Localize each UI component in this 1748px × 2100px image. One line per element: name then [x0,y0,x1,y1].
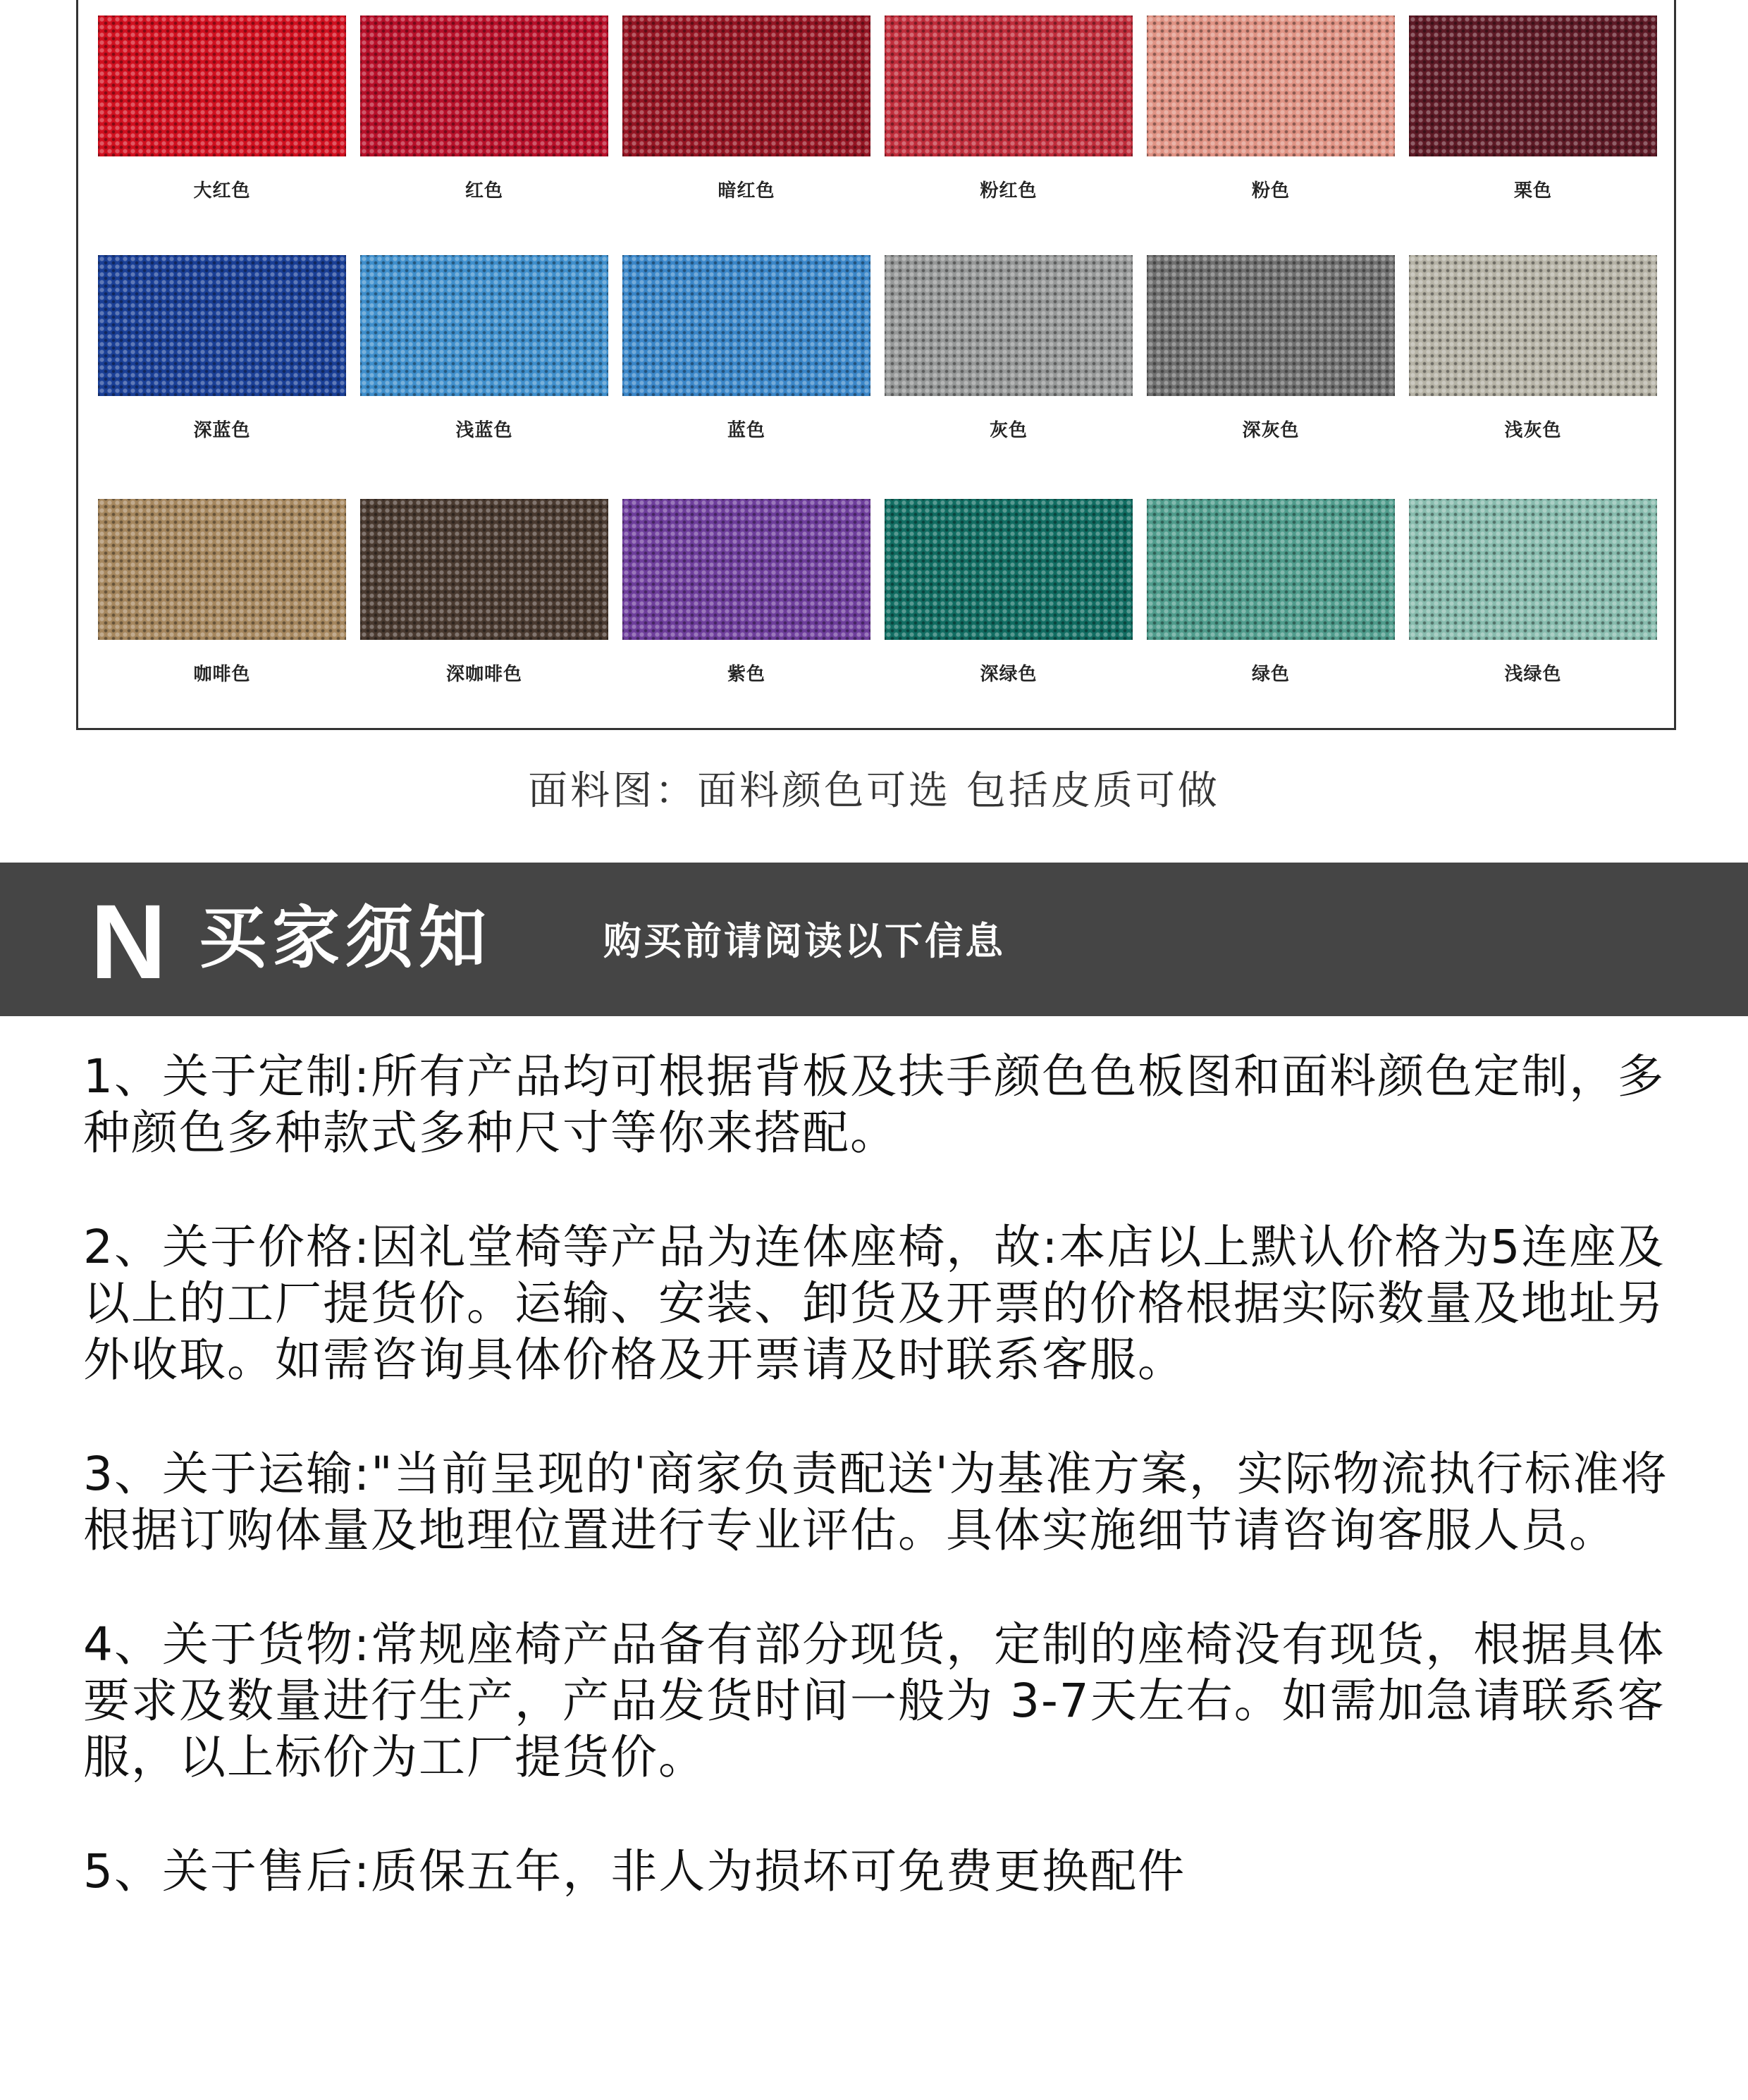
fabric-swatch [1147,499,1395,640]
swatch-label: 咖啡色 [193,664,251,685]
fabric-swatch [98,255,346,396]
swatch-item [622,255,870,442]
fabric-swatch-panel [76,0,1676,730]
swatch-item [885,16,1133,202]
swatch-item [885,255,1133,442]
note-stock: 4、关于货物:常规座椅产品备有部分现货，定制的座椅没有现货，根据具体要求及数量进行生产，产品发货时间一般为 3-7天左右。如需加急请联系客服，以上标价为工厂提货价。 [83,1617,1666,1784]
swatch-caption: 面料图：面料颜色可选 包括皮质可做 [528,768,1220,814]
swatch-item [360,499,608,686]
fabric-swatch [360,16,608,156]
fabric-swatch [1147,255,1395,396]
swatch-item [1147,16,1395,202]
notice-subtitle: 购买前请阅读以下信息 [603,919,1005,963]
swatch-label: 蓝色 [727,420,765,441]
swatch-item [622,16,870,202]
notice-letter-icon: N [90,882,167,1001]
swatch-label: 浅蓝色 [455,420,513,441]
fabric-swatch [1409,499,1657,640]
swatch-label: 大红色 [193,180,251,202]
swatch-item [360,255,608,442]
note-shipping: 3、关于运输:"当前呈现的'商家负责配送'为基准方案，实际物流执行标准将根据订购体量及地理位置进行专业评估。具体实施细节请咨询客服人员。 [83,1447,1668,1557]
swatch-item [622,499,870,686]
fabric-swatch [360,255,608,396]
fabric-swatch [885,255,1133,396]
swatch-item [1409,499,1657,686]
swatch-item [98,499,346,686]
fabric-swatch [360,499,608,640]
swatch-item [98,255,346,442]
notice-list [83,1049,1669,1958]
swatch-item [1147,499,1395,686]
swatch-item [1409,255,1657,442]
fabric-swatch [1409,255,1657,396]
swatch-item [885,499,1133,686]
swatch-label: 绿色 [1251,664,1290,685]
fabric-swatch [622,255,870,396]
buyer-notice-bar [0,863,1748,1016]
fabric-swatch [98,499,346,640]
swatch-label: 红色 [464,180,503,202]
swatch-label: 栗色 [1513,180,1552,202]
swatch-label: 深灰色 [1242,420,1300,441]
swatch-label: 粉色 [1251,180,1290,202]
swatch-label: 浅绿色 [1504,664,1562,685]
fabric-swatch [885,499,1133,640]
fabric-swatch [98,16,346,156]
fabric-swatch [622,16,870,156]
fabric-swatch [622,499,870,640]
swatch-label: 深蓝色 [193,420,251,441]
fabric-swatch [1147,16,1395,156]
notice-title: 买家须知 [199,898,492,977]
swatch-item [360,16,608,202]
swatch-item [98,16,346,202]
swatch-label: 深咖啡色 [445,664,522,685]
note-customization: 1、关于定制:所有产品均可根据背板及扶手颜色色板图和面料颜色定制，多种颜色多种款式多种尺寸等你来搭配。 [83,1049,1666,1160]
fabric-swatch [885,16,1133,156]
swatch-label: 粉红色 [980,180,1038,202]
swatch-label: 浅灰色 [1504,420,1562,441]
swatch-label: 深绿色 [980,664,1038,685]
swatch-label: 暗红色 [718,180,775,202]
swatch-item [1147,255,1395,442]
note-after-sales: 5、关于售后:质保五年，非人为损坏可免费更换配件 [83,1844,1186,1898]
swatch-item [1409,16,1657,202]
fabric-swatch [1409,16,1657,156]
note-pricing: 2、关于价格:因礼堂椅等产品为连体座椅，故:本店以上默认价格为5连座及以上的工厂提货价。运输、安装、卸货及开票的价格根据实际数量及地址另外收取。如需咨询具体价格及开票请及时联系客服。 [83,1220,1666,1387]
swatch-label: 灰色 [989,420,1028,441]
swatch-label: 紫色 [727,664,765,685]
